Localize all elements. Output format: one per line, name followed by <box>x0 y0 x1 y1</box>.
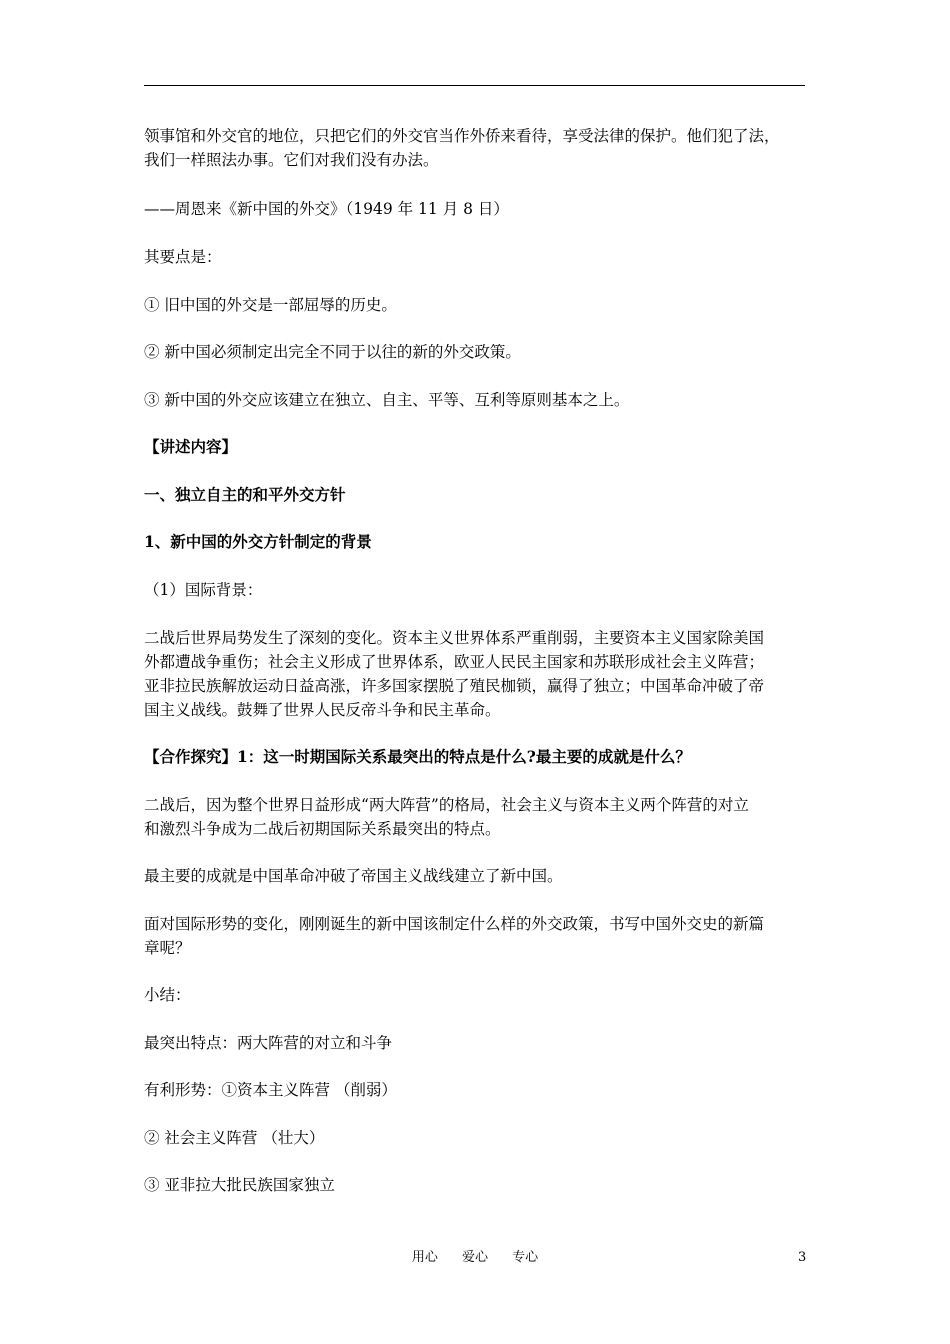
body-line: 章呢？ <box>144 939 191 957</box>
body-line: 其要点是： <box>144 248 222 266</box>
footer-word: 专心 <box>512 1250 539 1265</box>
list-item: ② 新中国必须制定出完全不同于以往的新的外交政策。 <box>144 343 521 361</box>
header-rule <box>144 85 805 86</box>
body-line: 和激烈斗争成为二战后初期国际关系最突出的特点。 <box>144 820 501 838</box>
body-line: 二战后，因为整个世界日益形成“两大阵营”的格局，社会主义与资本主义两个阵营的对立 <box>144 796 749 814</box>
section-heading: 【讲述内容】 <box>144 437 238 456</box>
list-item: ① 旧中国的外交是一部屈辱的历史。 <box>144 296 397 314</box>
body-line: 最主要的成就是中国革命冲破了帝国主义战线建立了新中国。 <box>144 867 563 885</box>
body-line: （1）国际背景： <box>144 581 263 599</box>
body-line: 领事馆和外交官的地位，只把它们的外交官当作外侨来看待，享受法律的保护。他们犯了法， <box>144 127 780 145</box>
body-line: 我们一样照法办事。它们对我们没有办法。 <box>144 151 439 169</box>
quote-source: ——周恩来《新中国的外交》（1949 年 11 月 8 日） <box>144 200 509 218</box>
body-line: 最突出特点：两大阵营的对立和斗争 <box>144 1034 393 1052</box>
list-item: ② 社会主义阵营 （壮大） <box>144 1129 325 1147</box>
page-number: 3 <box>798 1250 807 1265</box>
body-line: 小结： <box>144 986 191 1004</box>
footer-motto <box>0 1250 950 1266</box>
body-line: 国主义战线。鼓舞了世界人民反帝斗争和民主革命。 <box>144 701 501 719</box>
body-line: 面对国际形势的变化，刚刚诞生的新中国该制定什么样的外交政策，书写中国外交史的新篇 <box>144 915 765 933</box>
list-item: ③ 亚非拉大批民族国家独立 <box>144 1176 335 1194</box>
body-line: 亚非拉民族解放运动日益高涨，许多国家摆脱了殖民枷锁，赢得了独立；中国革命冲破了帝 <box>144 677 765 695</box>
body-line: 外都遭战争重伤；社会主义形成了世界体系，欧亚人民民主国家和苏联形成社会主义阵营； <box>144 653 765 671</box>
body-line: 二战后世界局势发生了深刻的变化。资本主义世界体系严重削弱，主要资本主义国家除美国 <box>144 629 765 647</box>
footer-word: 爱心 <box>461 1250 488 1265</box>
body-line: 有利形势：①资本主义阵营 （削弱） <box>144 1081 397 1099</box>
section-heading: 一、独立自主的和平外交方针 <box>144 485 346 504</box>
list-item: ③ 新中国的外交应该建立在独立、自主、平等、互利等原则基本之上。 <box>144 391 630 409</box>
footer-word: 用心 <box>411 1250 438 1265</box>
subsection-heading: 1、新中国的外交方针制定的背景 <box>144 532 372 551</box>
question-heading: 【合作探究】1：这一时期国际关系最突出的特点是什么?最主要的成就是什么？ <box>144 747 691 766</box>
